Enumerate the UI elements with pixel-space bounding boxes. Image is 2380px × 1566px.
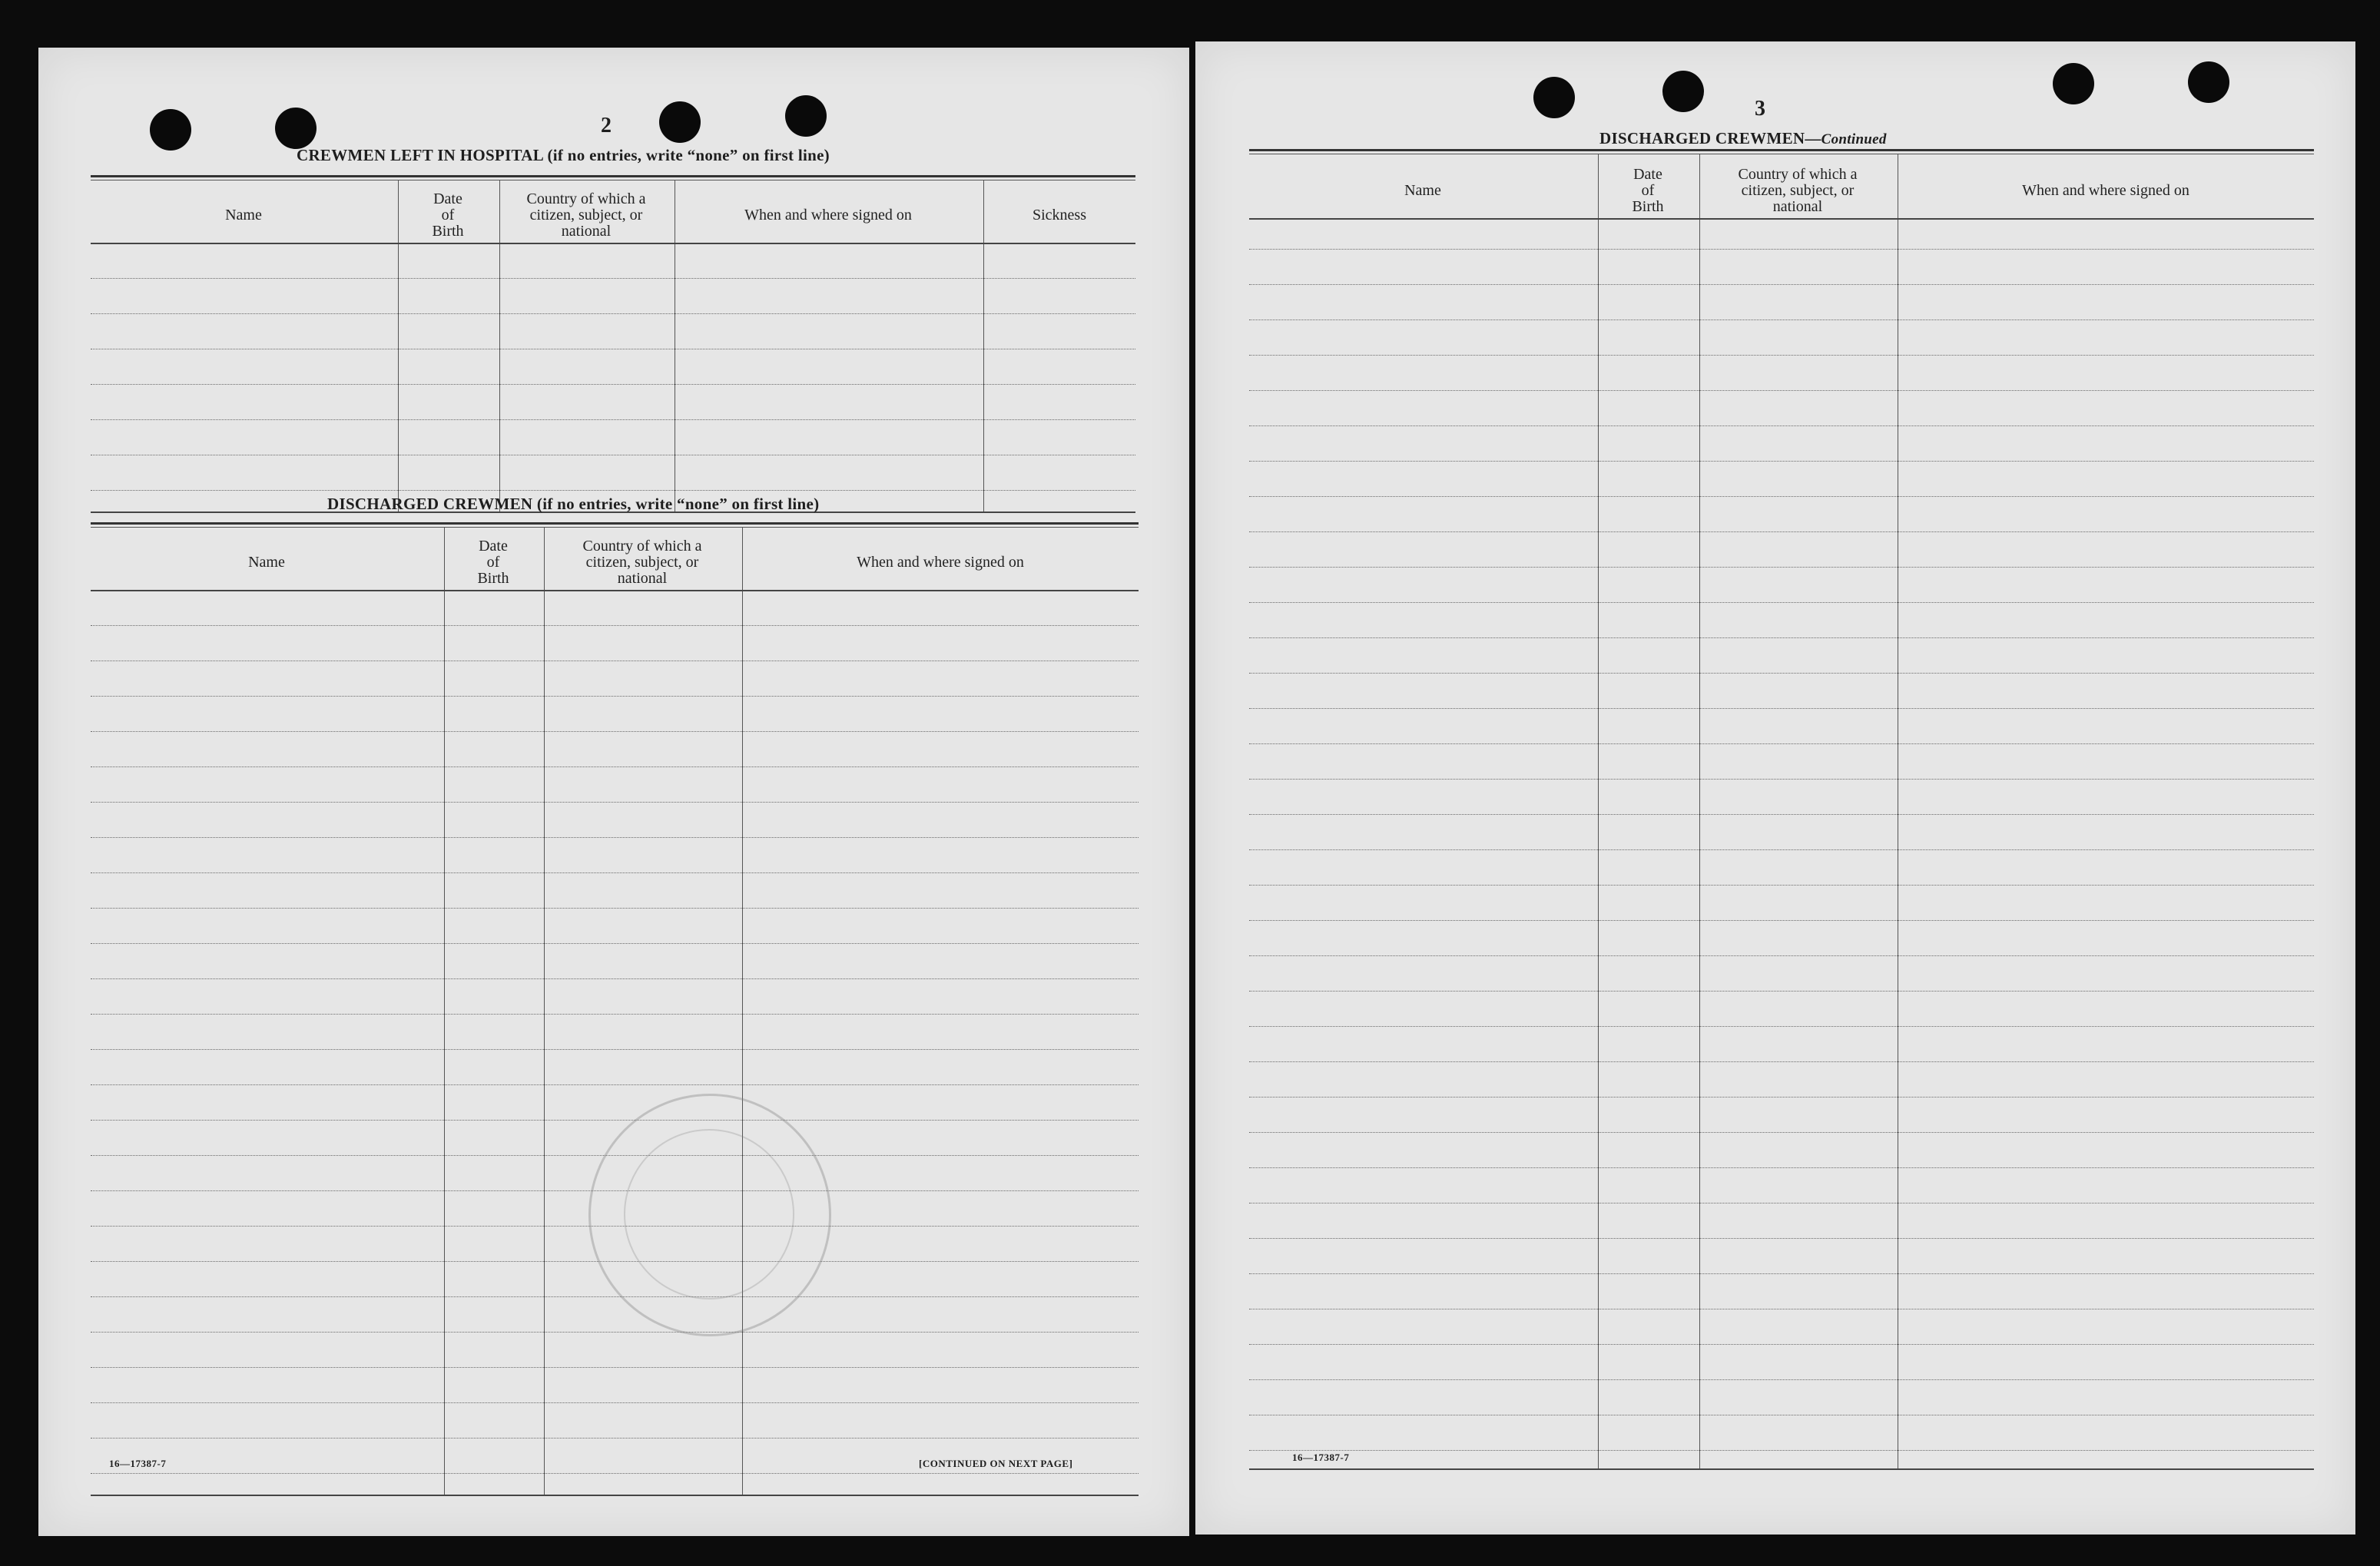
hospital-table xyxy=(91,175,1135,513)
page-number: 2 xyxy=(601,114,612,137)
table-row xyxy=(1249,1097,2314,1098)
discharged-continued-title xyxy=(1599,129,1887,148)
punch-hole xyxy=(150,109,191,151)
column-header-sickness: Sickness xyxy=(1033,206,1086,223)
table-row xyxy=(91,1014,1139,1015)
header-rule xyxy=(91,590,1139,591)
table-row xyxy=(91,696,1139,697)
table-row xyxy=(91,872,1139,873)
column-header-name: Name xyxy=(225,206,262,223)
continued-label: Continued xyxy=(1821,131,1887,147)
discharged-title-hint: (if no entries, write “none” on first line) xyxy=(536,495,820,513)
table-row xyxy=(1249,1238,2314,1239)
table-top-rule xyxy=(1249,149,2314,151)
table-row xyxy=(1249,602,2314,603)
form-code: 16—17387-7 xyxy=(109,1458,167,1469)
punch-hole xyxy=(1533,77,1575,118)
table-row xyxy=(91,837,1139,838)
form-code: 16—17387-7 xyxy=(1292,1452,1350,1463)
column-divider xyxy=(1598,154,1599,1468)
punch-hole xyxy=(659,101,701,143)
table-row xyxy=(91,1049,1139,1050)
table-row xyxy=(1249,1167,2314,1168)
punch-hole xyxy=(2188,61,2229,103)
column-header-country: Country of which a citizen, subject, or national xyxy=(582,537,702,587)
table-row xyxy=(1249,425,2314,426)
discharged-title-text: DISCHARGED CREWMEN xyxy=(327,495,533,513)
table-top-rule xyxy=(91,175,1135,177)
column-divider xyxy=(1699,154,1700,1468)
table-row xyxy=(91,1120,1139,1121)
column-header-name: Name xyxy=(248,553,285,571)
column-divider xyxy=(398,180,399,512)
table-row xyxy=(1249,496,2314,497)
table-row xyxy=(1249,461,2314,462)
table-row xyxy=(1249,249,2314,250)
table-row xyxy=(91,1296,1139,1297)
table-row xyxy=(91,731,1139,732)
table-row xyxy=(1249,1450,2314,1451)
table-row xyxy=(1249,849,2314,850)
table-row xyxy=(1249,1379,2314,1380)
left-page xyxy=(38,48,1189,1536)
column-header-country: Country of which a citizen, subject, or national xyxy=(526,190,646,240)
table-row xyxy=(1249,1273,2314,1274)
table-row xyxy=(91,313,1135,314)
discharged-continued-table xyxy=(1249,149,2314,1470)
column-header-signed-on: When and where signed on xyxy=(2022,181,2189,199)
table-bottom-rule xyxy=(91,1495,1139,1496)
table-row xyxy=(1249,1132,2314,1133)
discharged-continued-title-text: DISCHARGED CREWMEN— xyxy=(1599,129,1821,147)
table-top-rule xyxy=(91,527,1139,528)
column-header-name: Name xyxy=(1404,181,1441,199)
table-row xyxy=(1249,1026,2314,1027)
table-row xyxy=(91,943,1139,944)
table-row xyxy=(91,1438,1139,1439)
table-row xyxy=(1249,637,2314,638)
table-row xyxy=(91,278,1135,279)
table-row xyxy=(91,1084,1139,1085)
faded-stamp-inner-ring xyxy=(624,1129,794,1299)
hospital-section-title xyxy=(297,146,830,165)
table-row xyxy=(91,625,1139,626)
table-row xyxy=(1249,920,2314,921)
table-row xyxy=(1249,319,2314,320)
table-top-rule xyxy=(91,522,1139,525)
page-number: 3 xyxy=(1755,97,1765,121)
header-rule xyxy=(91,243,1135,244)
column-header-date-of-birth: Date of Birth xyxy=(432,190,464,240)
table-row xyxy=(91,766,1139,767)
column-header-country: Country of which a citizen, subject, or national xyxy=(1738,165,1858,215)
column-header-signed-on: When and where signed on xyxy=(857,553,1024,571)
table-row xyxy=(1249,531,2314,532)
table-row xyxy=(1249,567,2314,568)
table-row xyxy=(1249,991,2314,992)
table-row xyxy=(91,490,1135,491)
discharged-table xyxy=(91,522,1139,1496)
hospital-title-hint: (if no entries, write “none” on first line) xyxy=(547,146,830,164)
table-row xyxy=(1249,390,2314,391)
column-header-date-of-birth: Date of Birth xyxy=(477,537,509,587)
column-header-signed-on: When and where signed on xyxy=(744,206,912,223)
table-row xyxy=(91,802,1139,803)
table-bottom-rule xyxy=(1249,1468,2314,1470)
table-row xyxy=(91,908,1139,909)
column-divider xyxy=(444,527,445,1496)
table-row xyxy=(1249,814,2314,815)
hospital-title-text: CREWMEN LEFT IN HOSPITAL xyxy=(297,146,543,164)
table-row xyxy=(1249,708,2314,709)
table-row xyxy=(1249,743,2314,744)
column-divider xyxy=(544,527,545,1496)
column-divider xyxy=(499,180,500,512)
table-row xyxy=(91,1473,1139,1474)
table-row xyxy=(1249,1061,2314,1062)
table-row xyxy=(91,1332,1139,1333)
discharged-section-title xyxy=(327,495,819,514)
punch-hole xyxy=(1662,71,1704,112)
table-row xyxy=(91,384,1135,385)
table-row xyxy=(1249,673,2314,674)
table-row xyxy=(91,419,1135,420)
table-row xyxy=(1249,284,2314,285)
punch-hole xyxy=(2053,63,2094,104)
table-row xyxy=(1249,1344,2314,1345)
table-row xyxy=(1249,885,2314,886)
table-row xyxy=(1249,779,2314,780)
column-header-date-of-birth: Date of Birth xyxy=(1632,165,1664,215)
column-divider xyxy=(983,180,984,512)
table-row xyxy=(1249,355,2314,356)
punch-hole xyxy=(785,95,827,137)
header-rule xyxy=(1249,218,2314,220)
table-row xyxy=(1249,955,2314,956)
continued-note: [CONTINUED ON NEXT PAGE] xyxy=(919,1458,1073,1469)
table-row xyxy=(91,1402,1139,1403)
table-row xyxy=(91,978,1139,979)
punch-hole xyxy=(275,108,317,149)
column-divider xyxy=(742,527,743,1496)
right-page xyxy=(1195,41,2355,1535)
table-row xyxy=(91,1367,1139,1368)
